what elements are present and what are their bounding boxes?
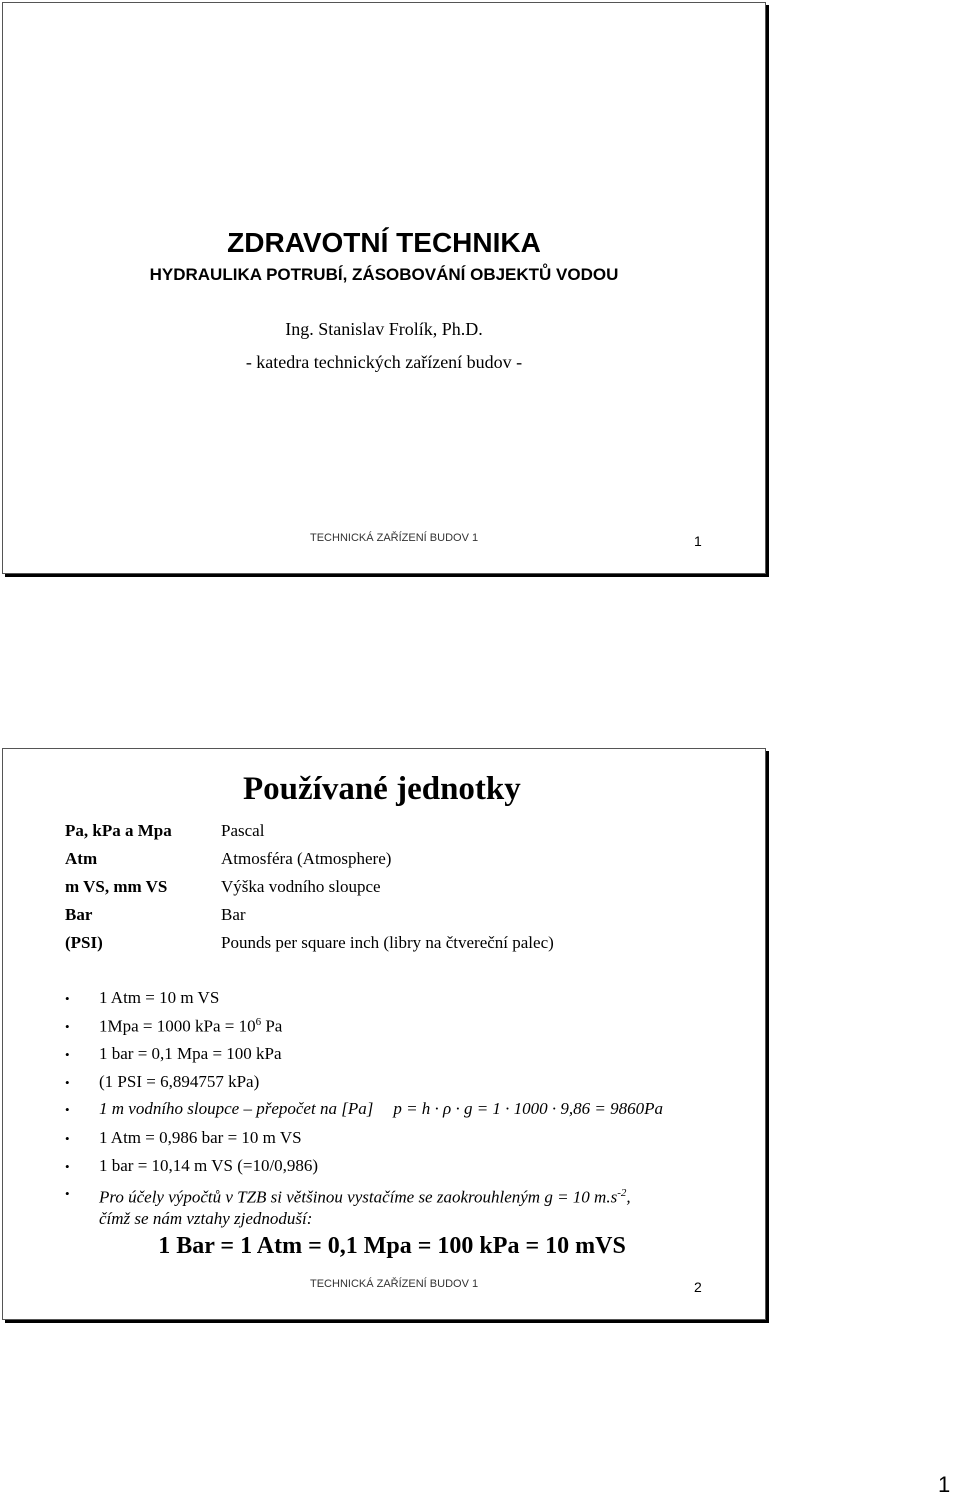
unit-abbr-psi: (PSI) bbox=[65, 933, 103, 952]
bullet-text: (1 PSI = 6,894757 kPa) bbox=[99, 1072, 260, 1091]
slide-2-footer: TECHNICKÁ ZAŘÍZENÍ BUDOV 1 bbox=[310, 1278, 479, 1290]
bullet-icon: • bbox=[65, 1075, 70, 1090]
slide-1-page-number: 1 bbox=[694, 533, 702, 549]
slide-2-title: Používané jednotky bbox=[243, 771, 521, 807]
list-item bbox=[65, 1128, 302, 1148]
unit-abbr-atm: Atm bbox=[65, 849, 98, 868]
bullet-icon: • bbox=[65, 1019, 70, 1034]
slide-1 bbox=[2, 2, 766, 574]
list-item bbox=[65, 1183, 631, 1229]
bullet-icon: • bbox=[65, 1102, 70, 1117]
bullet-text: 1 Atm = 10 m VS bbox=[99, 988, 220, 1007]
bullet-icon: • bbox=[65, 1186, 70, 1201]
department-name: - katedra technických zařízení budov - bbox=[245, 352, 523, 372]
list-item bbox=[65, 1072, 259, 1092]
bullet-icon: • bbox=[65, 991, 70, 1006]
slide-1-title: ZDRAVOTNÍ TECHNIKA bbox=[227, 227, 541, 258]
bullet-text: 1 bar = 10,14 m VS (=10/0,986) bbox=[99, 1156, 319, 1175]
unit-name-psi: Pounds per square inch (libry na čtvereční palec) bbox=[221, 933, 554, 952]
unit-abbr-bar: Bar bbox=[65, 905, 93, 924]
slide-1-footer: TECHNICKÁ ZAŘÍZENÍ BUDOV 1 bbox=[310, 532, 479, 544]
list-item bbox=[65, 1099, 663, 1119]
bullet-text: 1 Atm = 0,986 bar = 10 m VS bbox=[99, 1128, 302, 1147]
slide-2-page-number: 2 bbox=[694, 1279, 702, 1295]
summary-equation: 1 Bar = 1 Atm = 0,1 Mpa = 100 kPa = 10 mVS bbox=[158, 1233, 626, 1259]
list-item bbox=[65, 988, 219, 1008]
slide-2 bbox=[2, 748, 766, 1320]
unit-name-bar: Bar bbox=[221, 905, 246, 924]
author-name: Ing. Stanislav Frolík, Ph.D. bbox=[285, 319, 483, 339]
bullet-icon: • bbox=[65, 1131, 70, 1146]
document-page-number: 1 bbox=[938, 1472, 951, 1497]
unit-name-atm: Atmosféra (Atmosphere) bbox=[221, 849, 392, 868]
list-item bbox=[65, 1044, 282, 1064]
unit-abbr-mvs: m VS, mm VS bbox=[65, 877, 168, 896]
unit-name-pascal: Pascal bbox=[221, 821, 265, 840]
list-item bbox=[65, 1156, 318, 1176]
bullet-text: 1Mpa = 1000 kPa = $10^6$ Pa bbox=[99, 1016, 283, 1036]
bullet-icon: • bbox=[65, 1047, 70, 1062]
list-item bbox=[65, 1016, 282, 1037]
bullet-text: Pro účely výpočtů v TZB si většinou vystačíme se zaokrouhleným g = 10 $m.s^{-2}$, čímž se nám vztahy zjednoduší: bbox=[99, 1187, 631, 1228]
bullet-text: 1 m vodního sloupce – přepočet na [Pa] bbox=[99, 1099, 374, 1118]
pressure-formula: p = h · ρ · g = 1 · 1000 · 9,86 = 9860Pa bbox=[393, 1099, 664, 1118]
bullet-icon: • bbox=[65, 1159, 70, 1174]
unit-abbr-pascal: Pa, kPa a Mpa bbox=[65, 821, 172, 840]
unit-name-mvs: Výška vodního sloupce bbox=[221, 877, 381, 896]
slide-1-subtitle: HYDRAULIKA POTRUBÍ, ZÁSOBOVÁNÍ OBJEKTŮ VODOU bbox=[149, 265, 619, 284]
bullet-text: 1 bar = 0,1 Mpa = 100 kPa bbox=[99, 1044, 282, 1063]
